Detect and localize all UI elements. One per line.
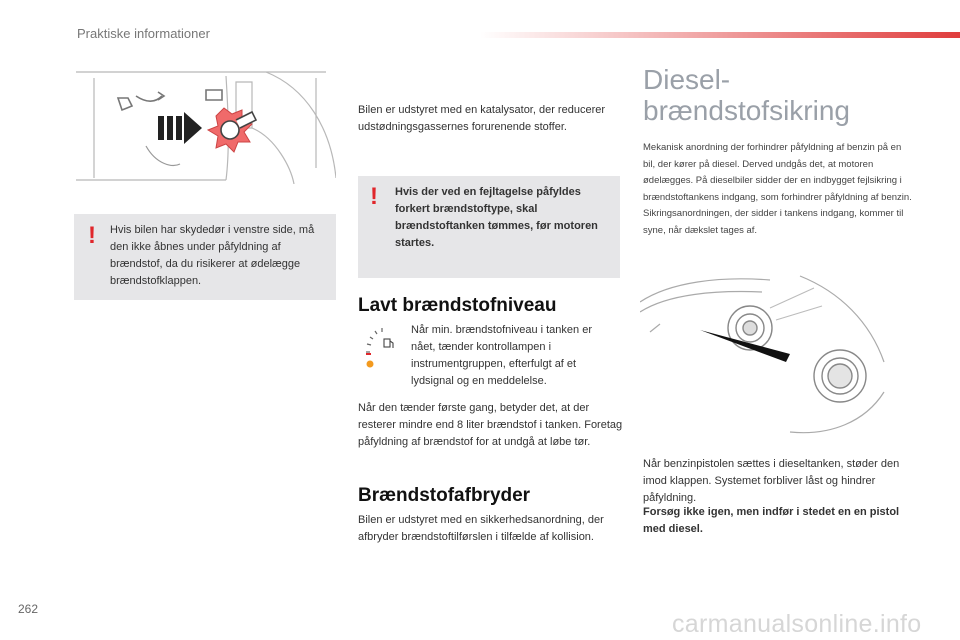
diesel-safety-description: Mekanisk anordning der forhindrer påfyldning af benzin på en bil, der kører på diesel. Derved undgås det, at motoren ødelægges. På dieselbiler sidder der en indbygget fejlsikring i brændstoftankens indgang, som forhindrer påfyldning af benzin. Sikringsanordningen, der sidder i tankens indgang, kommer til syne, når dækslet tages af.: [643, 142, 912, 236]
fuel-flap-illustration: [76, 68, 336, 184]
watermark: carmanualsonline.info: [672, 610, 922, 638]
diesel-safety-title: [643, 64, 850, 126]
exclamation-icon: !: [88, 222, 96, 249]
diesel-note-bold: Forsøg ikke igen, men indfør i stedet en en pistol med diesel.: [643, 506, 900, 535]
exclamation-icon: !: [370, 183, 378, 210]
wrong-fuel-warning: [358, 176, 620, 278]
section-title: Praktiske informationer: [77, 26, 210, 41]
low-fuel-detail: Når den tænder første gang, betyder det, at der resterer mindre end 8 liter brændstof i tanken. Foretag påfyldning af brændstof for at undgå at løbe tør.: [358, 402, 623, 448]
header-accent-bar: [480, 32, 960, 38]
title-line-1: Diesel-: [643, 64, 731, 95]
page-number: 262: [18, 602, 39, 616]
fuel-pump-icon: [384, 339, 393, 348]
low-fuel-heading: Lavt brændstofniveau: [358, 295, 557, 316]
sliding-door-warning: [74, 214, 336, 300]
warning-text: Hvis der ved en fejltagelse påfyldes forkert brændstoftype, skal brændstoftanken tømmes, før motoren startes.: [395, 186, 598, 249]
fuel-cap-icon: [208, 108, 256, 152]
warning-text: Hvis bilen har skydedør i venstre side, må den ikke åbnes under påfyldning af brændstof, da du risikerer at ødelægge brændstofklappen.: [110, 224, 315, 287]
diesel-note: Når benzinpistolen sættes i dieseltanken, støder den imod klappen. Systemet forbliver låst og hindrer påfyldning.: [643, 458, 900, 504]
title-line-2: brændstofsikring: [643, 95, 850, 126]
fuel-cutoff-heading: Brændstofafbryder: [358, 485, 531, 506]
fuel-gauge-icon: [362, 326, 398, 370]
arrow-icon: [158, 112, 202, 144]
diesel-filler-illustration: [640, 272, 895, 442]
fuel-cutoff-text: Bilen er udstyret med en sikkerhedsanordning, der afbryder brændstoftilførslen i tilfælde af kollision.: [358, 514, 604, 543]
low-fuel-text: Når min. brændstofniveau i tanken er nået, tænder kontrollampen i instrumentgruppen, efterfulgt af et lydsignal og en meddelelse.: [411, 324, 592, 387]
catalyst-paragraph: Bilen er udstyret med en katalysator, der reducerer udstødningsgassernes forurenende stoffer.: [358, 104, 606, 133]
